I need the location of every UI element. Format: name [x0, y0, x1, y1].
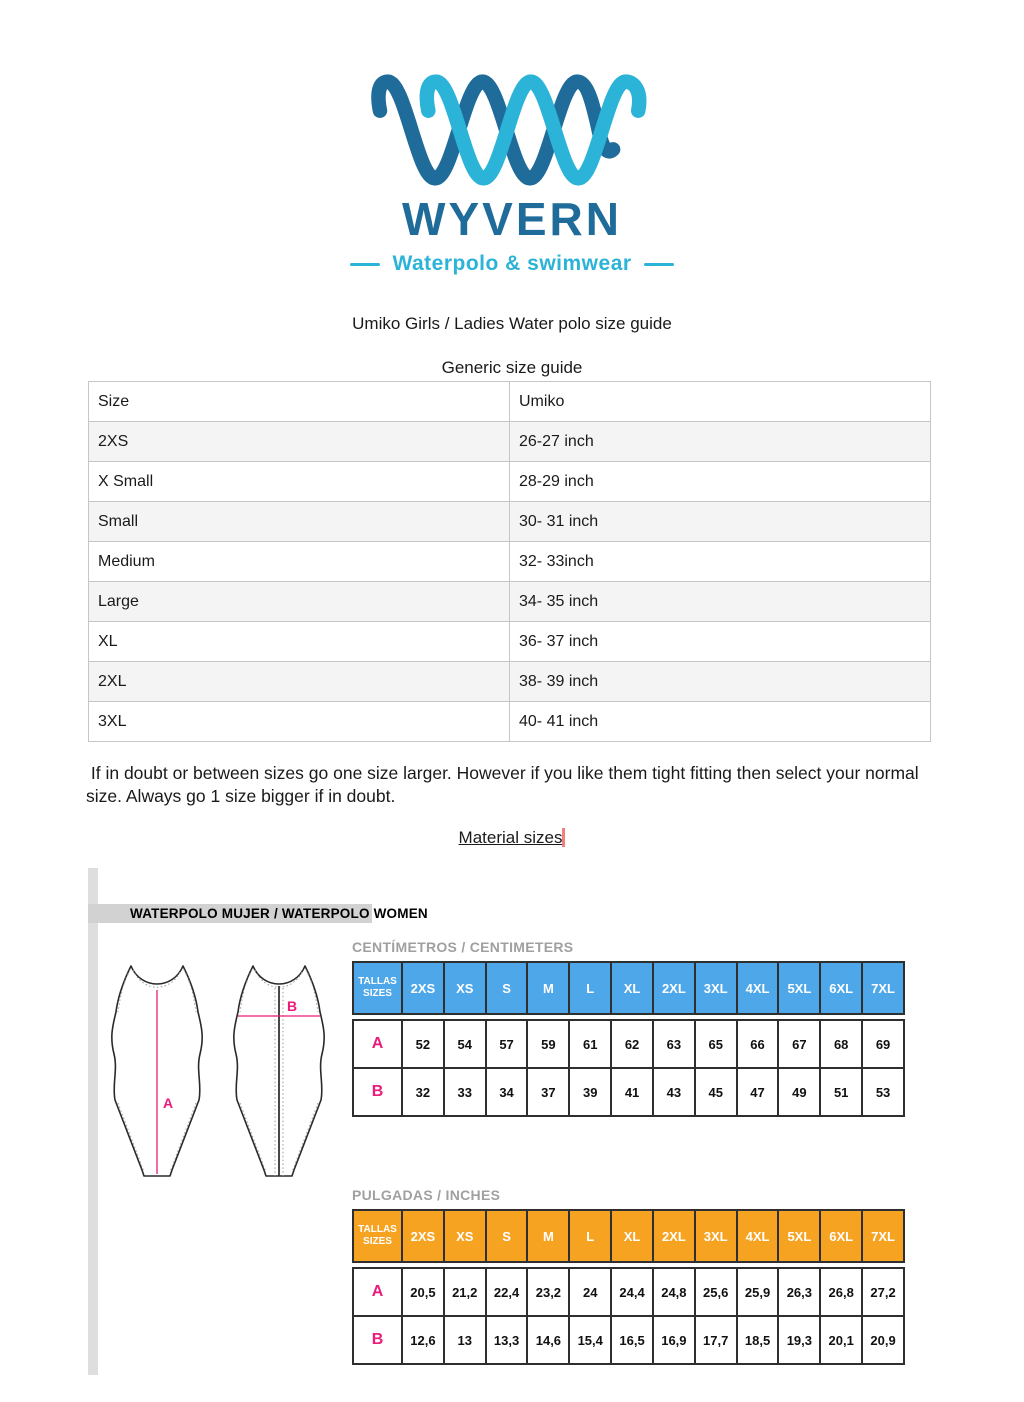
- value-cell: 62: [611, 1020, 653, 1068]
- generic-table-row: [89, 662, 931, 702]
- size-header-cell: XL: [611, 1210, 653, 1262]
- row-label-cell: B: [353, 1068, 402, 1116]
- value-cell: 49: [778, 1068, 820, 1116]
- size-cell: X Small: [89, 462, 510, 502]
- section-header-bar: WATERPOLO MUJER / WATERPOLO WOMEN: [88, 904, 372, 923]
- value-cell: 21,2: [444, 1268, 486, 1316]
- tagline-dash-left: [350, 263, 380, 266]
- size-cell: Medium: [89, 542, 510, 582]
- generic-table-row: [89, 422, 931, 462]
- value-cell: 45: [695, 1068, 737, 1116]
- value-cell: 26,8: [820, 1268, 862, 1316]
- row-label-cell: B: [353, 1316, 402, 1364]
- inches-size-table: [352, 1209, 908, 1365]
- value-cell: 14,6: [527, 1316, 569, 1364]
- value-cell: 41: [611, 1068, 653, 1116]
- size-header-cell: 7XL: [862, 1210, 904, 1262]
- value-cell: 13,3: [486, 1316, 528, 1364]
- value-cell: 19,3: [778, 1316, 820, 1364]
- tallas-sizes-corner-cell: TALLAS SIZES: [353, 1210, 402, 1262]
- value-cell: 27,2: [862, 1268, 904, 1316]
- measure-row-b: [353, 1316, 904, 1364]
- value-cell: 20,9: [862, 1316, 904, 1364]
- value-cell: 67: [778, 1020, 820, 1068]
- size-header-cell: 6XL: [820, 962, 862, 1014]
- value-cell: 15,4: [569, 1316, 611, 1364]
- measure-row-a: [353, 1020, 904, 1068]
- value-cell: 25,6: [695, 1268, 737, 1316]
- size-header-cell: M: [527, 1210, 569, 1262]
- size-cell: Small: [89, 502, 510, 542]
- brand-tagline: [350, 252, 673, 276]
- wave-logo-icon: [367, 72, 657, 190]
- measure-row-b: [353, 1068, 904, 1116]
- value-cell: 25,9: [737, 1268, 779, 1316]
- value-cell: 68: [820, 1020, 862, 1068]
- value-cell: 16,9: [653, 1316, 695, 1364]
- value-cell: 61: [569, 1020, 611, 1068]
- sizing-note: If in doubt or between sizes go one size larger. However if you like them tight fitting then select your normal size. Always go 1 size bigger if in doubt.: [86, 763, 924, 807]
- value-cell: 24: [569, 1268, 611, 1316]
- inches-label: PULGADAS / INCHES: [352, 1187, 501, 1203]
- value-cell: 59: [527, 1020, 569, 1068]
- size-cell: 2XL: [89, 662, 510, 702]
- left-margin-strip: [88, 868, 98, 1375]
- size-header-cell: L: [569, 962, 611, 1014]
- value-cell: 16,5: [611, 1316, 653, 1364]
- value-cell: 20,1: [820, 1316, 862, 1364]
- tagline-dash-right: [644, 263, 674, 266]
- swimsuit-back-outline: [234, 966, 324, 1176]
- row-label-cell: A: [353, 1020, 402, 1068]
- size-header-cell: XL: [611, 962, 653, 1014]
- generic-table-row: [89, 502, 931, 542]
- value-cell: 65: [695, 1020, 737, 1068]
- measurement-cell: 40- 41 inch: [510, 702, 931, 742]
- value-cell: 66: [737, 1020, 779, 1068]
- value-cell: 17,7: [695, 1316, 737, 1364]
- measurement-cell: 26-27 inch: [510, 422, 931, 462]
- value-cell: 47: [737, 1068, 779, 1116]
- size-header-cell: XS: [444, 962, 486, 1014]
- size-header-cell: 2XL: [653, 1210, 695, 1262]
- brand-logo: [0, 72, 1024, 276]
- value-cell: 20,5: [402, 1268, 444, 1316]
- value-cell: 26,3: [778, 1268, 820, 1316]
- size-header-cell: 7XL: [862, 962, 904, 1014]
- value-cell: 18,5: [737, 1316, 779, 1364]
- generic-table-row: [89, 462, 931, 502]
- size-header-cell: 3XL: [695, 1210, 737, 1262]
- tagline-text: Waterpolo & swimwear: [392, 252, 632, 275]
- size-header-cell: 5XL: [778, 1210, 820, 1262]
- measure-row-a: [353, 1268, 904, 1316]
- centimeters-size-table: [352, 961, 908, 1117]
- size-header-cell: 3XL: [695, 962, 737, 1014]
- measurement-cell: Umiko: [510, 382, 931, 422]
- size-header-cell: 5XL: [778, 962, 820, 1014]
- page-title: Umiko Girls / Ladies Water polo size guide: [352, 314, 672, 333]
- value-cell: 37: [527, 1068, 569, 1116]
- row-label-cell: A: [353, 1268, 402, 1316]
- generic-header-row: [89, 382, 931, 422]
- material-sizes-title: Material sizes: [0, 828, 1024, 848]
- measure-b-label: B: [287, 998, 298, 1014]
- size-header-cell: S: [486, 962, 528, 1014]
- size-header-cell: XS: [444, 1210, 486, 1262]
- size-header-cell: 6XL: [820, 1210, 862, 1262]
- swimsuit-measurement-diagram: [102, 950, 352, 1190]
- size-cell: Size: [89, 382, 510, 422]
- value-cell: 43: [653, 1068, 695, 1116]
- centimeters-label: CENTÍMETROS / CENTIMETERS: [352, 939, 574, 955]
- size-header-cell: S: [486, 1210, 528, 1262]
- value-cell: 53: [862, 1068, 904, 1116]
- brand-name: WYVERN: [402, 193, 622, 245]
- size-header-cell: 4XL: [737, 962, 779, 1014]
- value-cell: 57: [486, 1020, 528, 1068]
- size-header-cell: L: [569, 1210, 611, 1262]
- size-cell: 3XL: [89, 702, 510, 742]
- value-cell: 69: [862, 1020, 904, 1068]
- value-cell: 32: [402, 1068, 444, 1116]
- size-cell: Large: [89, 582, 510, 622]
- generic-size-guide-title: Generic size guide: [441, 358, 583, 377]
- generic-size-table: [88, 381, 931, 742]
- size-header-cell: 2XS: [402, 962, 444, 1014]
- generic-table-row: [89, 582, 931, 622]
- value-cell: 52: [402, 1020, 444, 1068]
- measurement-cell: 30- 31 inch: [510, 502, 931, 542]
- size-header-cell: 4XL: [737, 1210, 779, 1262]
- measurement-cell: 38- 39 inch: [510, 662, 931, 702]
- measurement-cell: 36- 37 inch: [510, 622, 931, 662]
- value-cell: 23,2: [527, 1268, 569, 1316]
- tallas-sizes-corner-cell: TALLAS SIZES: [353, 962, 402, 1014]
- value-cell: 34: [486, 1068, 528, 1116]
- generic-table-row: [89, 542, 931, 582]
- text-cursor: [562, 828, 565, 847]
- size-cell: 2XS: [89, 422, 510, 462]
- size-header-row: [353, 1210, 904, 1262]
- value-cell: 13: [444, 1316, 486, 1364]
- measurement-cell: 32- 33inch: [510, 542, 931, 582]
- measurement-cell: 34- 35 inch: [510, 582, 931, 622]
- size-header-cell: M: [527, 962, 569, 1014]
- size-header-cell: 2XS: [402, 1210, 444, 1262]
- value-cell: 12,6: [402, 1316, 444, 1364]
- generic-table-row: [89, 622, 931, 662]
- value-cell: 33: [444, 1068, 486, 1116]
- value-cell: 51: [820, 1068, 862, 1116]
- value-cell: 24,4: [611, 1268, 653, 1316]
- measure-a-label: A: [163, 1095, 174, 1111]
- value-cell: 24,8: [653, 1268, 695, 1316]
- value-cell: 63: [653, 1020, 695, 1068]
- value-cell: 54: [444, 1020, 486, 1068]
- swimsuit-front-outline: [112, 966, 202, 1176]
- size-header-row: [353, 962, 904, 1014]
- measurement-cell: 28-29 inch: [510, 462, 931, 502]
- value-cell: 39: [569, 1068, 611, 1116]
- generic-table-row: [89, 702, 931, 742]
- value-cell: 22,4: [486, 1268, 528, 1316]
- size-header-cell: 2XL: [653, 962, 695, 1014]
- size-cell: XL: [89, 622, 510, 662]
